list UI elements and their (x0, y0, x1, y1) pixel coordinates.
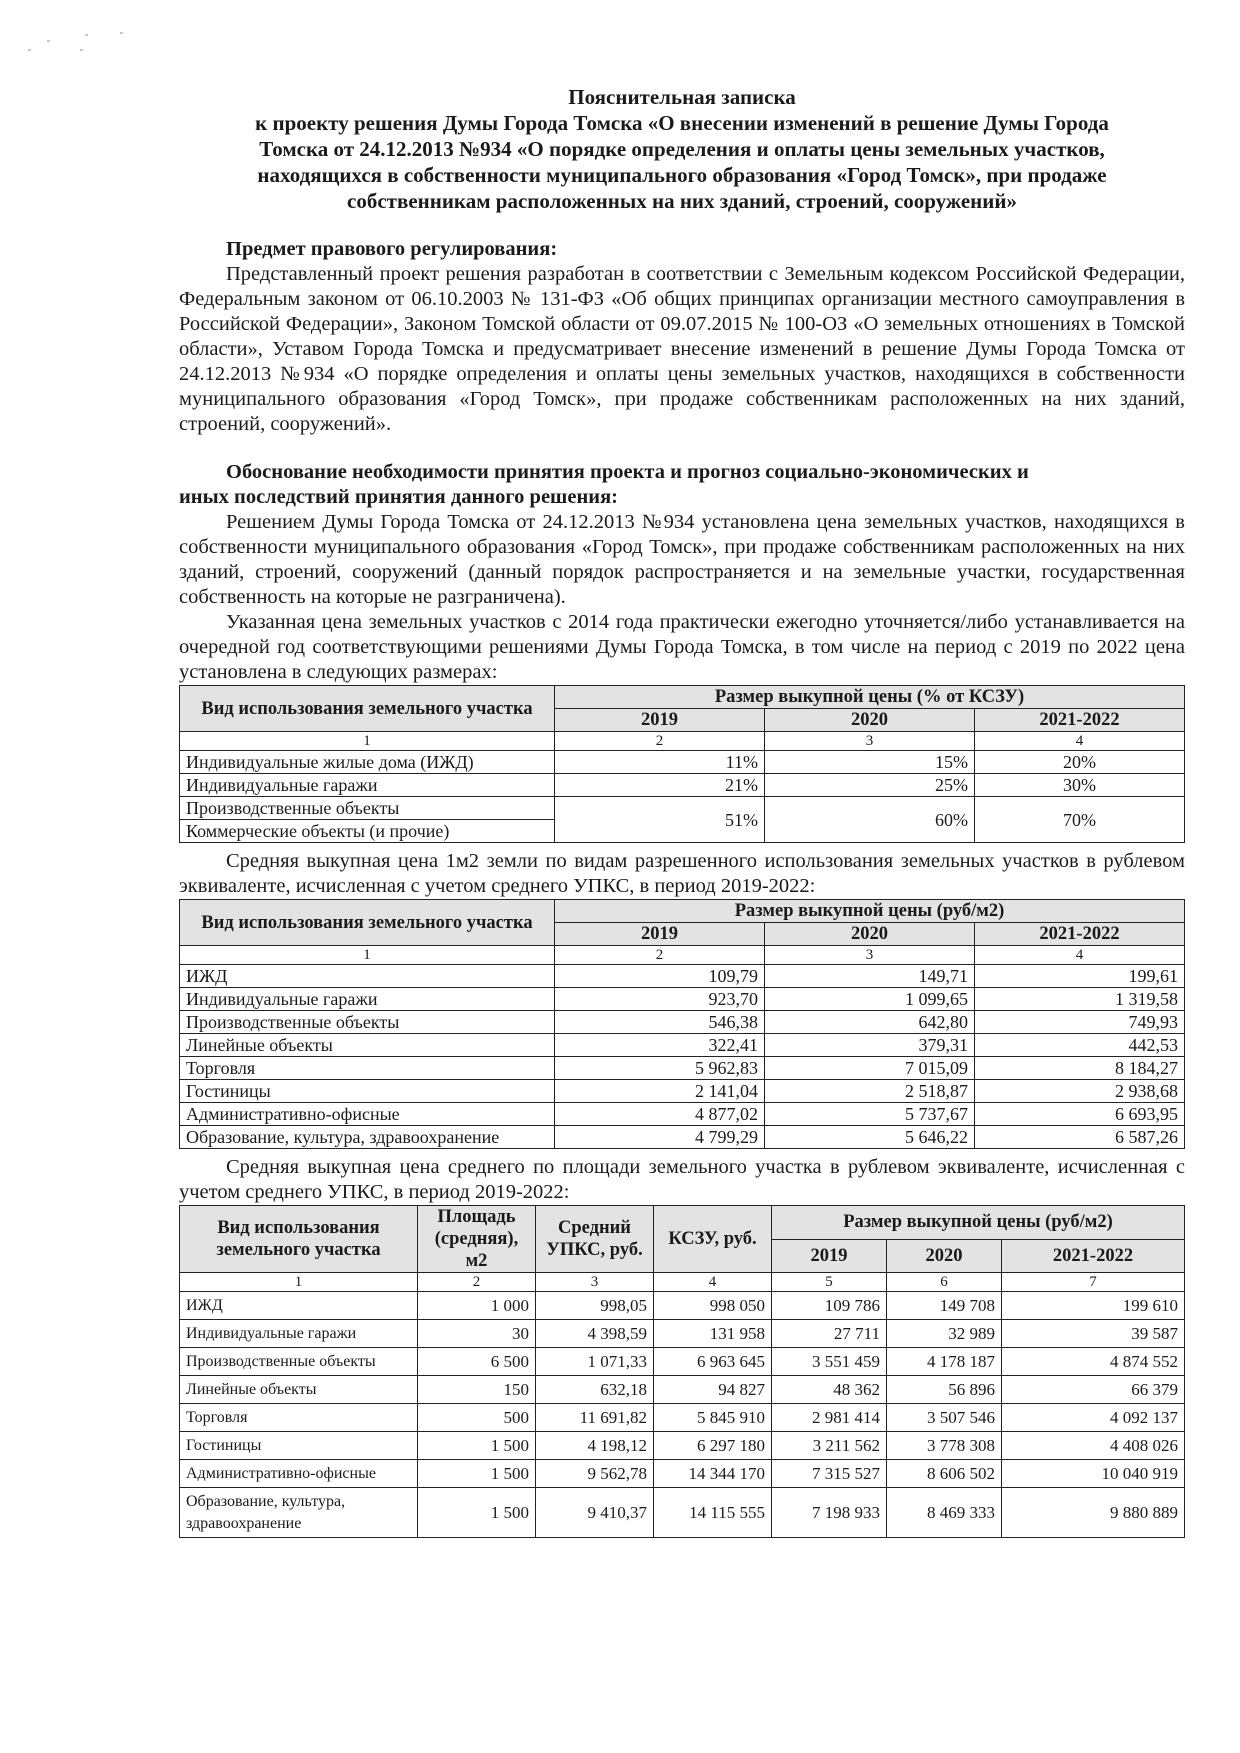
section-heading-justification: Обоснование необходимости принятия проекта и прогноз социально-экономических и иных последствий принятия данного решения: (179, 461, 1029, 508)
scan-artifact (25, 32, 125, 52)
year-header: 2019 (555, 709, 765, 732)
subtitle-line: находящихся в собственности муниципального образования «Город Томск», при продаже (257, 163, 1107, 187)
kszu-header: КСЗУ, руб. (654, 1206, 772, 1273)
table-row: Индивидуальные гаражи 30 4 398,59 131 958 27 711 32 989 39 587 (180, 1320, 1185, 1348)
column-index: 2 (555, 946, 765, 965)
table-row: ИЖД 1 000 998,05 998 050 109 786 149 708 199 610 (180, 1292, 1185, 1320)
section-paragraph: Средняя выкупная цена 1м2 земли по видам разрешенного использования земельных участков в рублевом эквиваленте, исчисленная с учетом среднего УПКС, в период 2019-2022: (179, 850, 1185, 897)
subtitle-line: к проекту решения Думы Города Томска «О внесении изменений в решение Думы Города (255, 111, 1109, 135)
year-header: 2019 (772, 1239, 887, 1273)
group-header: Размер выкупной цены (руб/м2) (555, 900, 1185, 923)
table-row: Производственные объекты 546,38 642,80 749,93 (180, 1011, 1185, 1034)
year-header: 2019 (555, 923, 765, 946)
year-header: 2021-2022 (1002, 1239, 1185, 1273)
column-index: 1 (180, 1273, 418, 1292)
column-index: 6 (887, 1273, 1002, 1292)
table-row: Производственные объекты 51% 60% 70% (180, 797, 1185, 820)
section-heading-subject: Предмет правового регулирования: (226, 238, 558, 260)
column-index: 3 (536, 1273, 654, 1292)
table-row: Индивидуальные гаражи 923,70 1 099,65 1 319,58 (180, 988, 1185, 1011)
table-price-per-m2 (179, 899, 1185, 1149)
year-header: 2020 (765, 709, 975, 732)
column-index: 3 (765, 946, 975, 965)
section-paragraph: Решением Думы Города Томска от 24.12.2013 №934 установлена цена земельных участков, находящихся в собственности муниципального образования «Город Томск», при продаже собственникам расположенных на них зданий, строений, сооружений (данный порядок распространяется и на земельные участки, государственная собственность на которые не разграничена). (179, 511, 1185, 608)
table-row: Административно-офисные 4 877,02 5 737,67 6 693,95 (180, 1103, 1185, 1126)
column-index: 1 (180, 732, 555, 751)
table-row: Гостиницы 1 500 4 198,12 6 297 180 3 211 562 3 778 308 4 408 026 (180, 1432, 1185, 1460)
table-row: Линейные объекты 322,41 379,31 442,53 (180, 1034, 1185, 1057)
section-paragraph: Средняя выкупная цена среднего по площади земельного участка в рублевом эквиваленте, исчисленная с учетом среднего УПКС, в период 2019-2022: (179, 1156, 1185, 1203)
table-row: Торговля 500 11 691,82 5 845 910 2 981 414 3 507 546 4 092 137 (180, 1404, 1185, 1432)
year-header: 2020 (765, 923, 975, 946)
table-average-plot-price (179, 1205, 1185, 1538)
column-index: 7 (1002, 1273, 1185, 1292)
document-title: Пояснительная записка (568, 85, 796, 109)
table-row: Производственные объекты 6 500 1 071,33 6 963 645 3 551 459 4 178 187 4 874 552 (180, 1348, 1185, 1376)
table-row: Линейные объекты 150 632,18 94 827 48 362 56 896 66 379 (180, 1376, 1185, 1404)
column-header: Вид использования земельного участка (180, 686, 555, 732)
column-index: 4 (975, 732, 1185, 751)
table-row: Образование, культура, здравоохранение 1 500 9 410,37 14 115 555 7 198 933 8 469 333 9 880 889 (180, 1488, 1185, 1538)
column-index: 2 (555, 732, 765, 751)
subtitle-line: собственникам расположенных на них зданий, строений, сооружений» (347, 189, 1017, 213)
table-row: Индивидуальные гаражи 21% 25% 30% (180, 774, 1185, 797)
year-header: 2021-2022 (975, 709, 1185, 732)
table-row: Торговля 5 962,83 7 015,09 8 184,27 (180, 1057, 1185, 1080)
column-index: 4 (654, 1273, 772, 1292)
table-row: Коммерческие объекты (и прочие) (180, 820, 1185, 843)
year-header: 2020 (887, 1239, 1002, 1273)
subtitle-line: Томска от 24.12.2013 №934 «О порядке определения и оплаты цены земельных участков, (259, 137, 1105, 161)
column-header: Вид использования земельного участка (180, 900, 555, 946)
table-row: Гостиницы 2 141,04 2 518,87 2 938,68 (180, 1080, 1185, 1103)
document-title-block (179, 84, 1185, 214)
column-index: 2 (418, 1273, 536, 1292)
section-paragraph: Указанная цена земельных участков с 2014 года практически ежегодно уточняется/либо устанавливается на очередной год соответствующими решениями Думы Города Томска, в том числе на период с 2019 по 2022 цена установлена в следующих размерах: (179, 611, 1185, 683)
column-index: 4 (975, 946, 1185, 965)
column-index: 1 (180, 946, 555, 965)
table-row: ИЖД 109,79 149,71 199,61 (180, 965, 1185, 988)
area-header: Площадь (средняя), м2 (418, 1206, 536, 1273)
column-index: 5 (772, 1273, 887, 1292)
group-header: Размер выкупной цены (% от КСЗУ) (555, 686, 1185, 709)
group-header: Размер выкупной цены (руб/м2) (772, 1206, 1185, 1240)
table-percent-of-kszu (179, 685, 1185, 843)
document-page (179, 84, 1185, 1538)
table-row: Образование, культура, здравоохранение 4 799,29 5 646,22 6 587,26 (180, 1126, 1185, 1149)
column-index: 3 (765, 732, 975, 751)
table-row: Административно-офисные 1 500 9 562,78 14 344 170 7 315 527 8 606 502 10 040 919 (180, 1460, 1185, 1488)
table-row: Индивидуальные жилые дома (ИЖД) 11% 15% 20% (180, 751, 1185, 774)
upks-header: Средний УПКС, руб. (536, 1206, 654, 1273)
section-paragraph: Представленный проект решения разработан в соответствии с Земельным кодексом Российской Федерации, Федеральным законом от 06.10.2003 № 131-ФЗ «Об общих принципах организации местного самоуправления в Российской Федерации», Законом Томской области от 09.07.2015 № 100-ОЗ «О земельных отношениях в Томской области», Уставом Города Томска и предусматривает внесение изменений в решение Думы Города Томска от 24.12.2013 №934 «О порядке определения и оплаты цены земельных участков, находящихся в собственности муниципального образования «Город Томск», при продаже собственникам расположенных на них зданий, строений, сооружений». (179, 263, 1185, 435)
column-header: Вид использования земельного участка (180, 1206, 418, 1273)
year-header: 2021-2022 (975, 923, 1185, 946)
